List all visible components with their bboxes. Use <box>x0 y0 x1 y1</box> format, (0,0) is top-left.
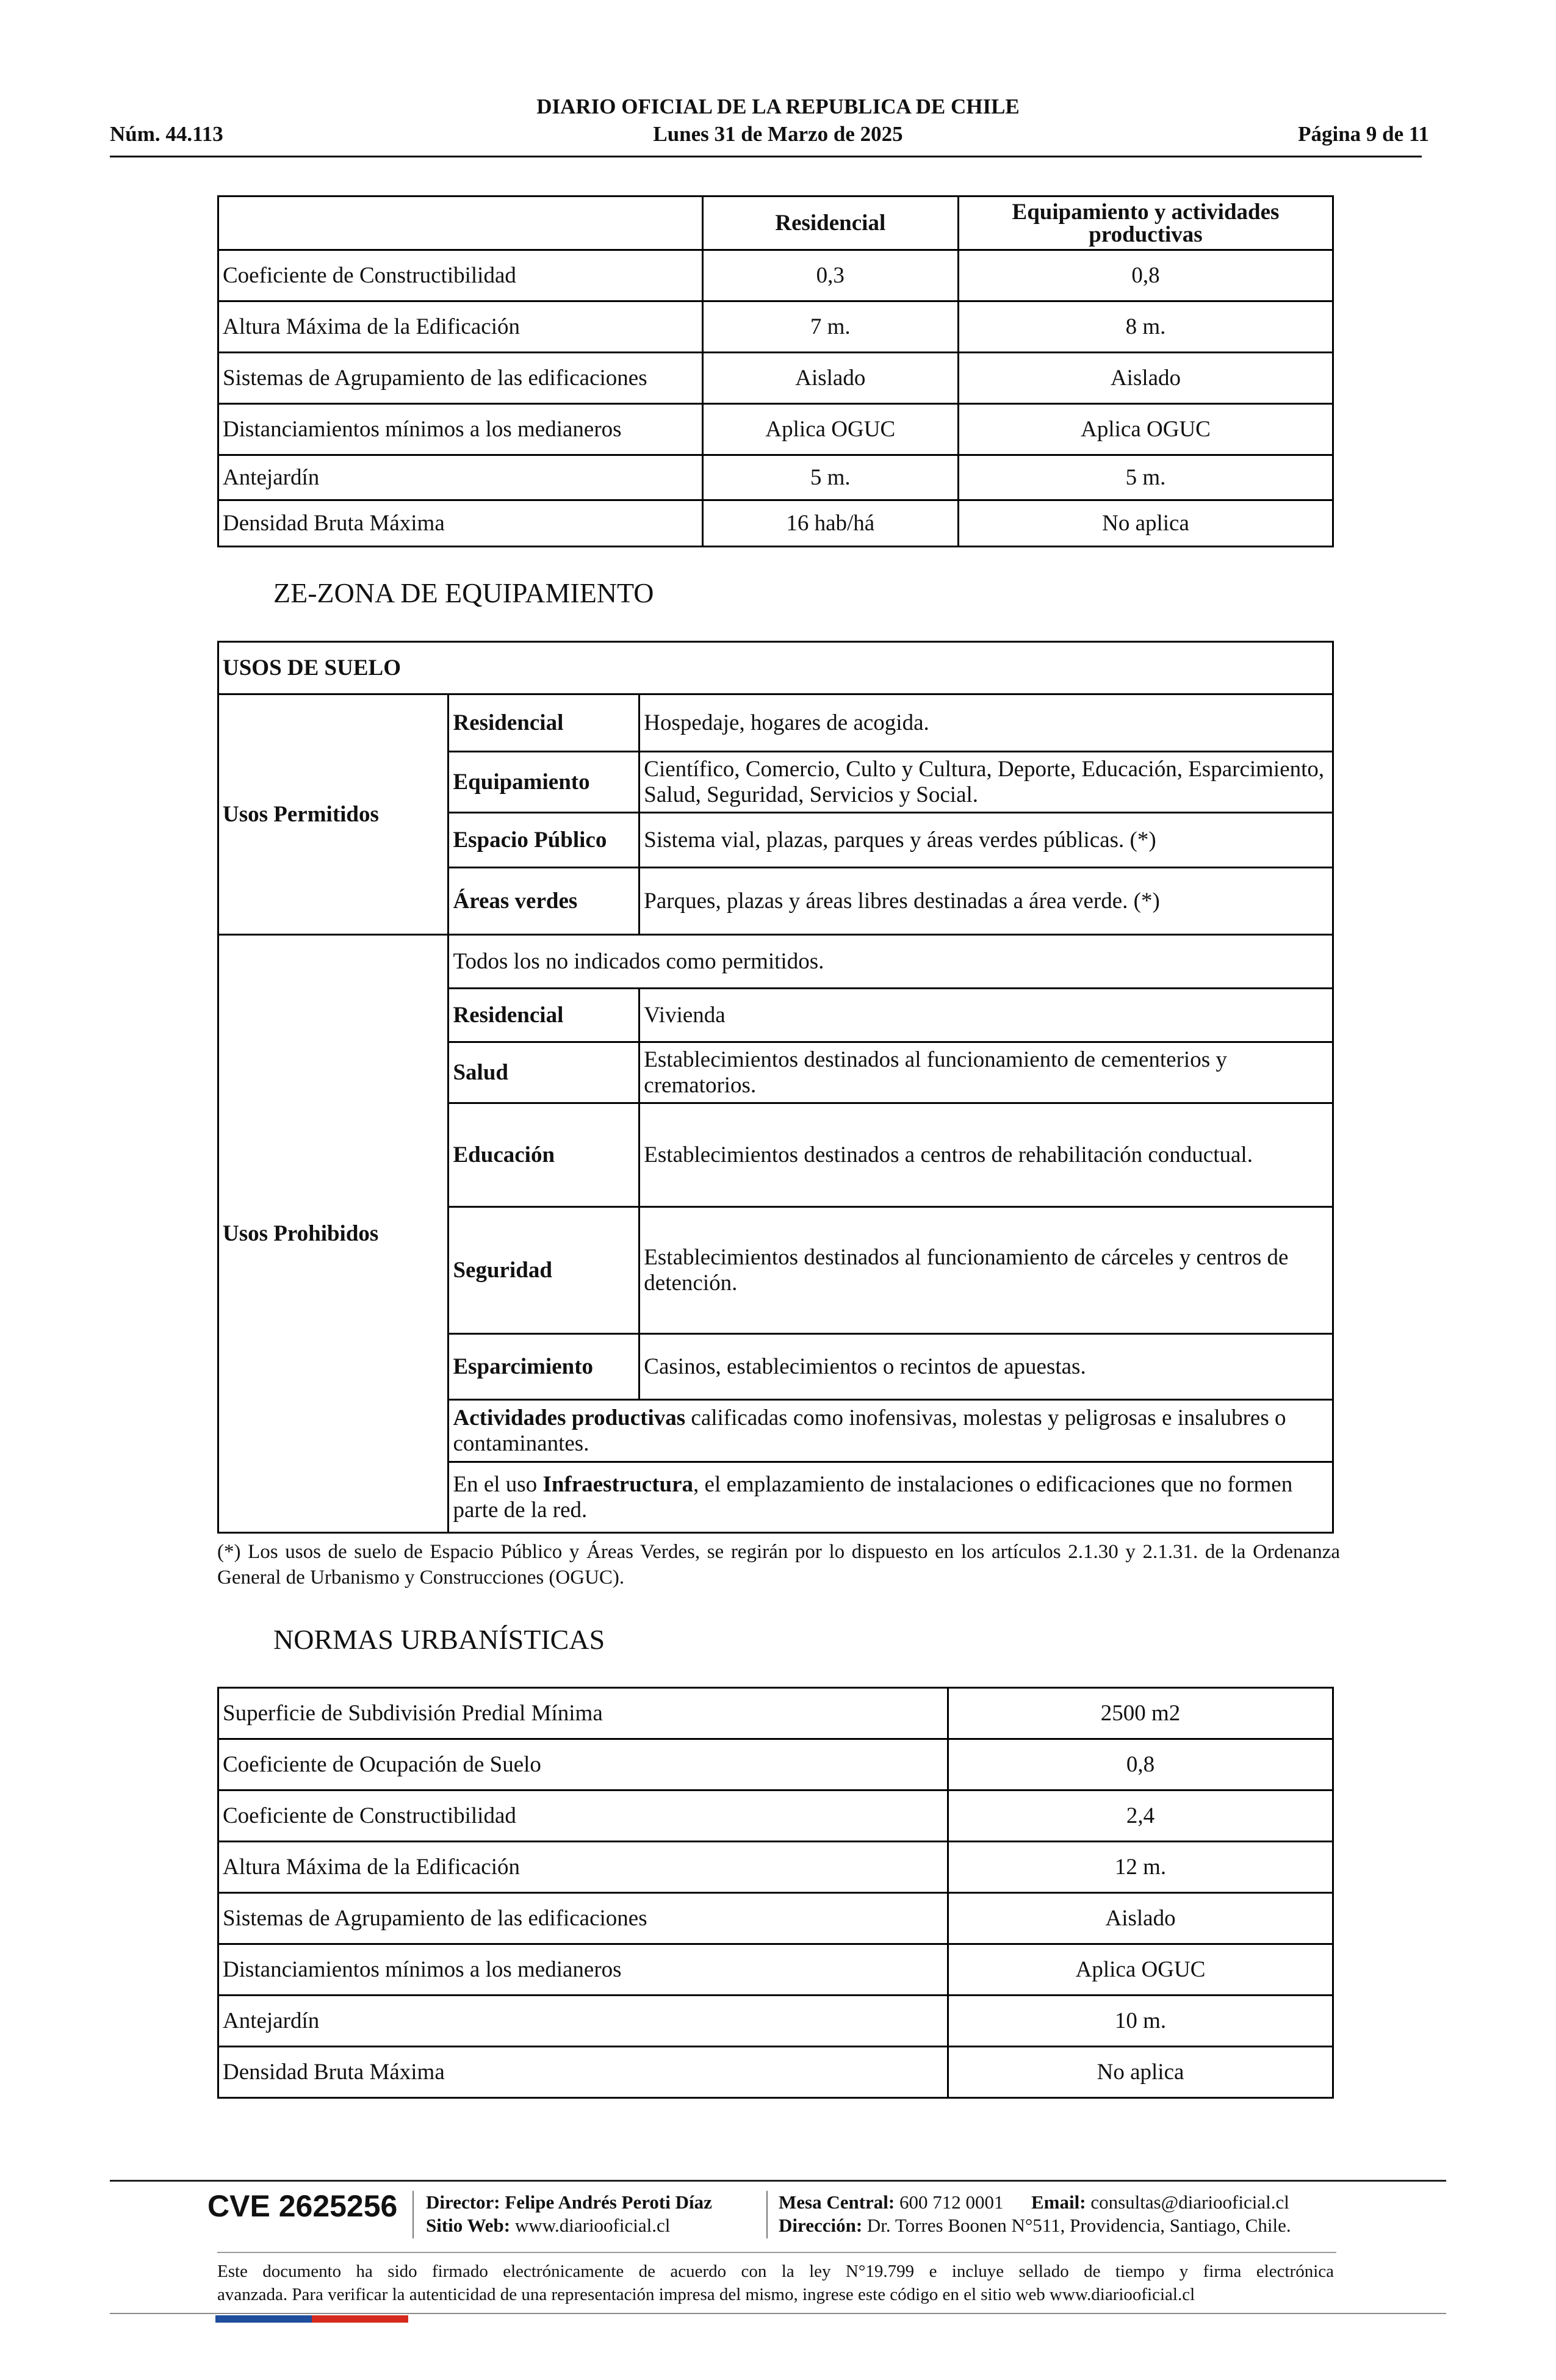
email-link[interactable]: consultas@diariooficial.cl <box>1090 2191 1289 2213</box>
table-row <box>218 301 1333 353</box>
norm-label: Coeficiente de Constructibilidad <box>218 1790 948 1842</box>
footer-inner-rule <box>217 2252 1336 2253</box>
header-divider <box>110 156 1422 157</box>
table-row <box>218 500 1333 547</box>
row-value-equipamiento: 5 m. <box>958 455 1333 500</box>
table-row <box>218 935 1333 989</box>
col-header-residencial: Residencial <box>702 197 958 250</box>
phone-label: Mesa Central: <box>779 2191 895 2213</box>
flag-stripe-blue <box>215 2315 312 2323</box>
norm-value: Aplica OGUC <box>948 1944 1333 1996</box>
row-value-equipamiento: Aplica OGUC <box>958 404 1333 455</box>
use-description: Casinos, establecimientos o recintos de apuestas. <box>639 1334 1333 1400</box>
norm-value: Aislado <box>948 1893 1333 1944</box>
table-row <box>218 1842 1333 1893</box>
row-value-equipamiento: Aislado <box>958 353 1333 404</box>
use-type: Áreas verdes <box>448 868 639 935</box>
table-row <box>218 455 1333 500</box>
row-label: Antejardín <box>218 455 703 500</box>
flag-stripe-red <box>312 2315 408 2323</box>
section-title-ze: ZE-ZONA DE EQUIPAMIENTO <box>273 577 654 608</box>
legal-notice-line-2: avanzada. Para verificar la autenticidad de una representación impresa del mismo, ingrese este código en el sitio web www.diariooficial.cl <box>217 2285 1195 2304</box>
footer-top-rule <box>110 2180 1446 2182</box>
use-description: Establecimientos destinados a centros de rehabilitación conductual. <box>639 1103 1333 1207</box>
norm-value: 2500 m2 <box>948 1688 1333 1739</box>
phone-value: 600 712 0001 <box>899 2191 1004 2213</box>
norm-label: Coeficiente de Ocupación de Suelo <box>218 1739 948 1790</box>
infrastructure-text: , el emplazamiento de instalaciones o edificaciones que no formen parte de la red. <box>453 1472 1293 1523</box>
row-value-residencial: 16 hab/há <box>702 500 958 547</box>
urban-norms-table <box>217 1687 1334 2099</box>
table-row <box>218 1893 1333 1944</box>
row-value-residencial: Aplica OGUC <box>702 404 958 455</box>
table-row <box>218 404 1333 455</box>
row-label: Sistemas de Agrupamiento de las edificaciones <box>218 353 703 404</box>
prohibited-uses-label: Usos Prohibidos <box>218 935 448 1533</box>
table-row <box>218 250 1333 301</box>
address-line <box>779 2214 1291 2237</box>
use-description: Hospedaje, hogares de acogida. <box>639 694 1333 752</box>
table-row <box>218 2047 1333 2098</box>
email-label: Email: <box>1031 2191 1086 2213</box>
row-value-equipamiento: 8 m. <box>958 301 1333 353</box>
issue-date: Lunes 31 de Marzo de 2025 <box>653 122 903 146</box>
table-row <box>218 1739 1333 1790</box>
use-type: Educación <box>448 1103 639 1207</box>
table-row <box>218 1790 1333 1842</box>
use-type: Salud <box>448 1042 639 1103</box>
address-value: Dr. Torres Boonen N°511, Providencia, Santiago, Chile. <box>866 2215 1291 2236</box>
prohibited-intro: Todos los no indicados como permitidos. <box>448 935 1333 989</box>
use-type: Equipamiento <box>448 752 639 813</box>
contact-line <box>779 2191 1289 2214</box>
row-value-residencial: 7 m. <box>702 301 958 353</box>
infrastructure-prefix: En el uso <box>453 1472 543 1498</box>
productive-activities-cell <box>448 1400 1333 1462</box>
empty-header-cell <box>218 197 703 250</box>
use-type: Residencial <box>448 694 639 752</box>
land-use-table <box>217 641 1334 1534</box>
issue-number: Núm. 44.113 <box>110 122 223 146</box>
table-header-row <box>218 197 1333 250</box>
productive-activities-text: calificadas como inofensivas, molestas y peligrosas e insalubres o contaminantes. <box>453 1405 1286 1456</box>
footer-separator <box>766 2191 768 2238</box>
director-name: Felipe Andrés Peroti Díaz <box>505 2191 712 2213</box>
norm-value: 12 m. <box>948 1842 1333 1893</box>
infrastructure-label: Infraestructura <box>542 1472 694 1498</box>
row-value-residencial: 0,3 <box>702 250 958 301</box>
director-line <box>426 2191 712 2214</box>
use-type: Esparcimiento <box>448 1334 639 1400</box>
col-header-equipamiento: Equipamiento y actividades productivas <box>958 197 1333 250</box>
norm-label: Altura Máxima de la Edificación <box>218 1842 948 1893</box>
norm-label: Antejardín <box>218 1996 948 2047</box>
row-value-residencial: Aislado <box>702 353 958 404</box>
row-label: Distanciamientos mínimos a los medianeros <box>218 404 703 455</box>
newspaper-title: DIARIO OFICIAL DE LA REPUBLICA DE CHILE <box>536 95 1020 118</box>
table-row <box>218 1996 1333 2047</box>
use-type: Seguridad <box>448 1207 639 1334</box>
norm-label: Distanciamientos mínimos a los medianeros <box>218 1944 948 1996</box>
norm-value: 10 m. <box>948 1996 1333 2047</box>
permitted-uses-label: Usos Permitidos <box>218 694 448 935</box>
row-label: Densidad Bruta Máxima <box>218 500 703 547</box>
table-footnote: (*) Los usos de suelo de Espacio Público y Áreas Verdes, se regirán por lo dispuesto en los artículos 2.1.30 y 2.1.31. de la Ordenanza General de Urbanismo y Construcciones (OGUC). <box>217 1541 1340 1589</box>
norm-value: 0,8 <box>948 1739 1333 1790</box>
use-description: Parques, plazas y áreas libres destinadas a área verde. (*) <box>639 868 1333 935</box>
table-row <box>218 1688 1333 1739</box>
legal-notice-line-1: Este documento ha sido firmado electrónicamente de acuerdo con la ley N°19.799 e incluye sellado de tiempo y firma electrónica <box>217 2262 1334 2281</box>
use-description: Establecimientos destinados al funcionamiento de cárceles y centros de detención. <box>639 1207 1333 1334</box>
row-label: Coeficiente de Constructibilidad <box>218 250 703 301</box>
row-value-residencial: 5 m. <box>702 455 958 500</box>
row-value-equipamiento: No aplica <box>958 500 1333 547</box>
use-description: Científico, Comercio, Culto y Cultura, Deporte, Educación, Esparcimiento, Salud, Seguridad, Servicios y Social. <box>639 752 1333 813</box>
row-value-equipamiento: 0,8 <box>958 250 1333 301</box>
director-label: Director: <box>426 2191 500 2213</box>
row-label: Altura Máxima de la Edificación <box>218 301 703 353</box>
table-header-row <box>218 642 1333 694</box>
productive-activities-label: Actividades productivas <box>453 1405 686 1431</box>
norm-label: Sistemas de Agrupamiento de las edificaciones <box>218 1893 948 1944</box>
section-title-normas: NORMAS URBANÍSTICAS <box>273 1624 605 1655</box>
page-number: Página 9 de 11 <box>1298 122 1429 146</box>
norm-value: No aplica <box>948 2047 1333 2098</box>
infrastructure-cell <box>448 1462 1333 1533</box>
land-use-header: USOS DE SUELO <box>218 642 1333 694</box>
website-label: Sitio Web: <box>426 2215 511 2236</box>
use-description: Sistema vial, plazas, parques y áreas verdes públicas. (*) <box>639 813 1333 868</box>
table-row <box>218 353 1333 404</box>
cve-code: CVE 2625256 <box>207 2189 398 2223</box>
address-label: Dirección: <box>779 2215 863 2236</box>
table-row <box>218 1944 1333 1996</box>
use-type: Espacio Público <box>448 813 639 868</box>
norm-label: Densidad Bruta Máxima <box>218 2047 948 2098</box>
use-description: Vivienda <box>639 989 1333 1042</box>
website-line <box>426 2214 670 2237</box>
website-link[interactable]: www.diariooficial.cl <box>514 2215 671 2236</box>
norm-label: Superficie de Subdivisión Predial Mínima <box>218 1688 948 1739</box>
norm-value: 2,4 <box>948 1790 1333 1842</box>
footer-separator <box>412 2191 414 2238</box>
table-row <box>218 694 1333 752</box>
use-description: Establecimientos destinados al funcionamiento de cementerios y crematorios. <box>639 1042 1333 1103</box>
zone-norms-table <box>217 195 1334 547</box>
use-type: Residencial <box>448 989 639 1042</box>
footer-bottom-rule <box>110 2313 1446 2314</box>
